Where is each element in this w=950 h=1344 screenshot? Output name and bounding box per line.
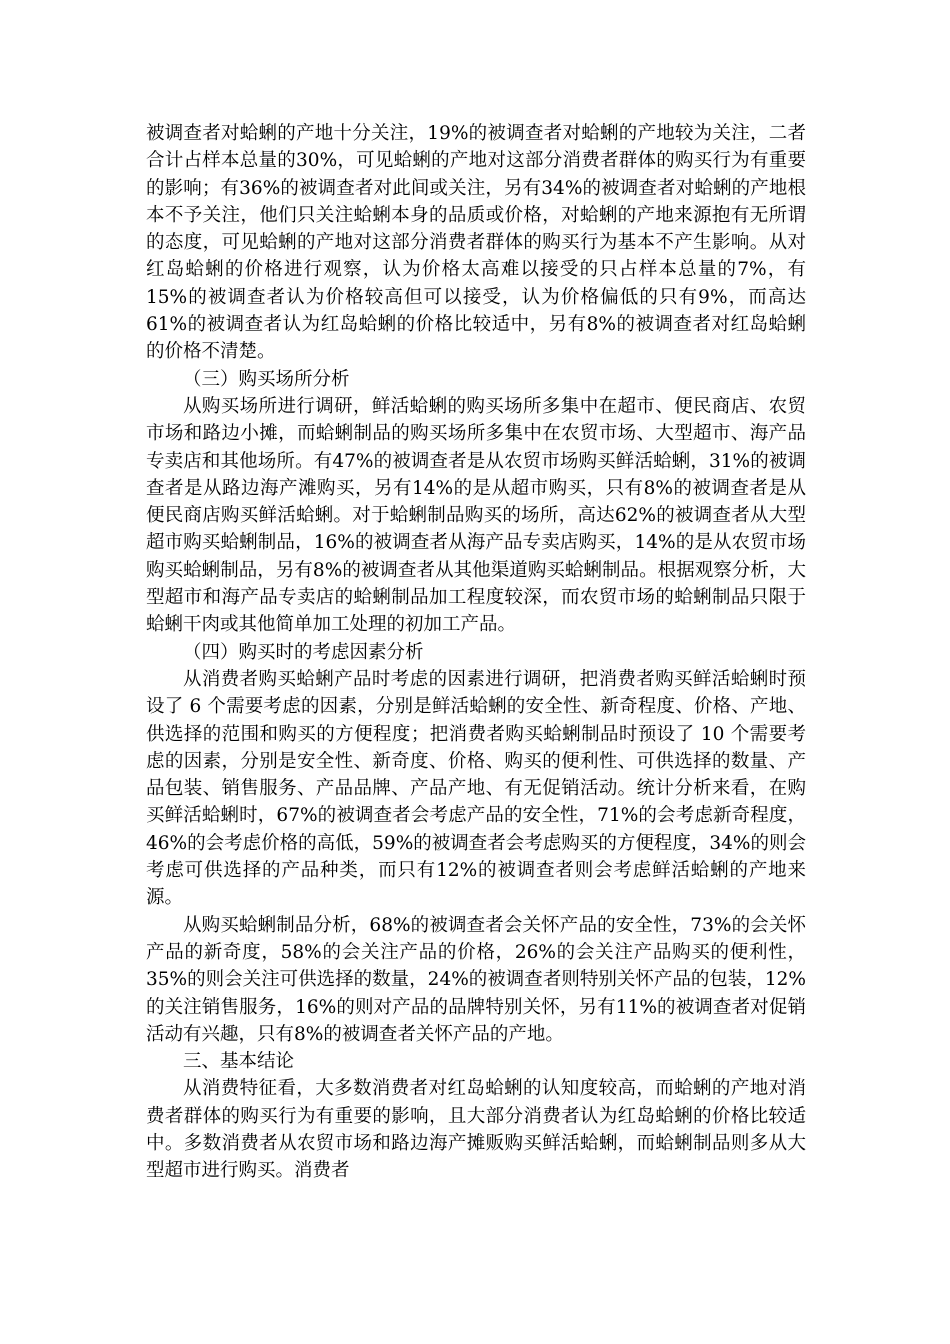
paragraph-fresh-factors: 从消费者购买蛤蜊产品时考虑的因素进行调研，把消费者购买鲜活蛤蜊时预设了 6 个需要考虑的因素，分别是鲜活蛤蜊的安全性、新奇程度、价格、产地、供选择的范围和购买的方便程度；把消费者购买蛤蜊制品时预设了 10 个需要考虑的因素，分别是安全性、新奇度、价格、购买的便利性、可供选择的数量、产品包装、销售服务、产品品牌、产品产地、有无促销活动。统计分析来看，在购买鲜活蛤蜊时，67%的被调查者会考虑产品的安全性，71%的会考虑新奇程度，46%的会考虑价格的高低，59%的被调查者会考虑购买的方便程度，34%的则会考虑可供选择的产品种类，而只有12%的被调查者则会考虑鲜活蛤蜊的产地来源。 — [146, 668, 806, 909]
document-body — [146, 120, 806, 1185]
section-heading-purchase-place: （三）购买场所分析 — [183, 368, 350, 390]
paragraph-origin-price: 被调查者对蛤蜊的产地十分关注，19%的被调查者对蛤蜊的产地较为关注，二者合计占样本总量的30%，可见蛤蜊的产地对这部分消费者群体的购买行为有重要的影响；有36%的被调查者对此间或关注，另有34%的被调查者对蛤蜊的产地根本不予关注，他们只关注蛤蜊本身的品质或价格，对蛤蜊的产地来源抱有无所谓的态度，可见蛤蜊的产地对这部分消费者群体的购买行为基本不产生影响。从对红岛蛤蜊的价格进行观察，认为价格太高难以接受的只占样本总量的7%，有15%的被调查者认为价格较高但可以接受，认为价格偏低的只有9%，而高达61%的被调查者认为红岛蛤蜊的价格比较适中，另有8%的被调查者对红岛蛤蜊的价格不清楚。 — [146, 123, 806, 363]
section-heading-conclusion: 三、基本结论 — [183, 1051, 295, 1073]
paragraph-conclusion: 从消费特征看，大多数消费者对红岛蛤蜊的认知度较高，而蛤蜊的产地对消费者群体的购买行为有重要的影响，且大部分消费者认为红岛蛤蜊的价格比较适中。多数消费者从农贸市场和路边海产摊贩购买鲜活蛤蜊，而蛤蜊制品则多从大型超市进行购买。消费者 — [146, 1078, 806, 1182]
section-heading-purchase-factors: （四）购买时的考虑因素分析 — [183, 641, 424, 663]
paragraph-purchase-place: 从购买场所进行调研，鲜活蛤蜊的购买场所多集中在超市、便民商店、农贸市场和路边小摊，而蛤蜊制品的购买场所多集中在农贸市场、大型超市、海产品专卖店和其他场所。有47%的被调查者是从农贸市场购买鲜活蛤蜊，31%的被调查者是从路边海产滩购买，另有14%的是从超市购买，只有8%的被调查者是从便民商店购买鲜活蛤蜊。对于蛤蜊制品购买的场所，高达62%的被调查者从大型超市购买蛤蜊制品，16%的被调查者从海产品专卖店购买，14%的是从农贸市场购买蛤蜊制品，另有8%的被调查者从其他渠道购买蛤蜊制品。根据观察分析，大型超市和海产品专卖店的蛤蜊制品加工程度较深，而农贸市场的蛤蜊制品只限于蛤蜊干肉或其他简单加工处理的初加工产品。 — [146, 395, 806, 636]
paragraph-product-factors: 从购买蛤蜊制品分析，68%的被调查者会关怀产品的安全性，73%的会关怀产品的新奇度，58%的会关注产品的价格，26%的会关注产品购买的便利性，35%的则会关注可供选择的数量，24%的被调查者则特别关怀产品的包装，12%的关注销售服务，16%的则对产品的品牌特别关怀，另有11%的被调查者对促销活动有兴趣，只有8%的被调查者关怀产品的产地。 — [146, 914, 806, 1045]
